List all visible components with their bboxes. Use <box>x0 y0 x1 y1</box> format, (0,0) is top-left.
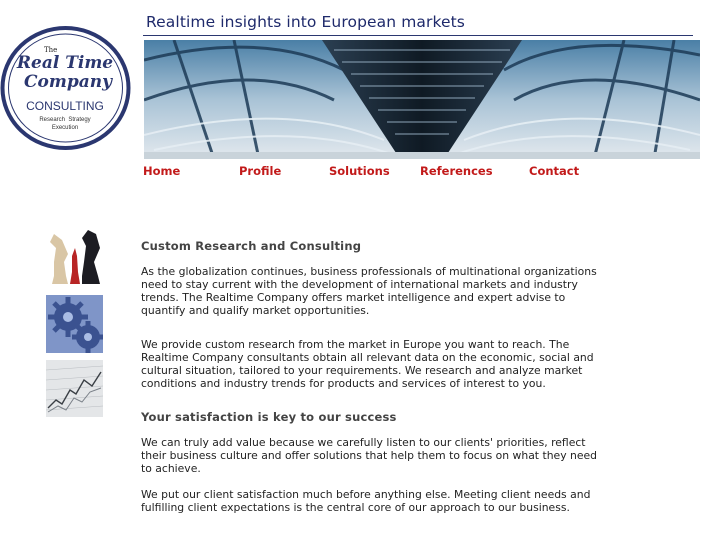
nav-references[interactable]: References <box>420 164 493 178</box>
company-logo[interactable] <box>0 26 131 150</box>
chess-pieces-image <box>46 226 104 288</box>
logo-text-the: The <box>44 46 58 54</box>
page-tagline: Realtime insights into European markets <box>146 13 465 31</box>
section-heading-research: Custom Research and Consulting <box>141 240 362 253</box>
logo-text-sub1: Research Strategy <box>39 117 91 123</box>
main-content <box>141 240 611 523</box>
paragraph-custom-research: We provide custom research from the market in Europe you want to reach. The Realtime Company consultants obtain all relevant data on the economic, social and cultural situation, tailored to your requirements. We research and analyze market conditions and industry trends for products and services of interest to you. <box>141 338 594 390</box>
gears-image <box>46 295 103 353</box>
logo-text-consulting: CONSULTING <box>26 99 104 113</box>
nav-contact[interactable]: Contact <box>529 164 580 178</box>
paragraph-globalization: As the globalization continues, business professionals of multinational organizations need to stay current with the development of international markets and industry trends. The Realtime Company offers market intelligence and expert advise to quantify and qualify market opportunities. <box>141 265 597 317</box>
banner-image <box>144 40 700 159</box>
paragraph-add-value: We can truly add value because we carefully listen to our clients' priorities, reflect their business culture and offer solutions that help them to focus on what they need to achieve. <box>141 436 597 475</box>
nav-home[interactable]: Home <box>143 164 181 178</box>
logo-text-name2: Company <box>24 72 112 92</box>
header-divider <box>143 35 693 36</box>
logo-text-sub2: Execution <box>51 125 79 131</box>
stock-chart-image <box>46 360 103 417</box>
section-heading-satisfaction: Your satisfaction is key to our success <box>141 410 397 424</box>
nav-solutions[interactable]: Solutions <box>329 164 390 178</box>
logo-text-name1: Real Time <box>16 53 114 73</box>
nav-profile[interactable]: Profile <box>239 164 282 178</box>
paragraph-client-satisfaction: We put our client satisfaction much before anything else. Meeting client needs and fulfilling client expectations is the central core of our approach to our business. <box>141 488 591 514</box>
